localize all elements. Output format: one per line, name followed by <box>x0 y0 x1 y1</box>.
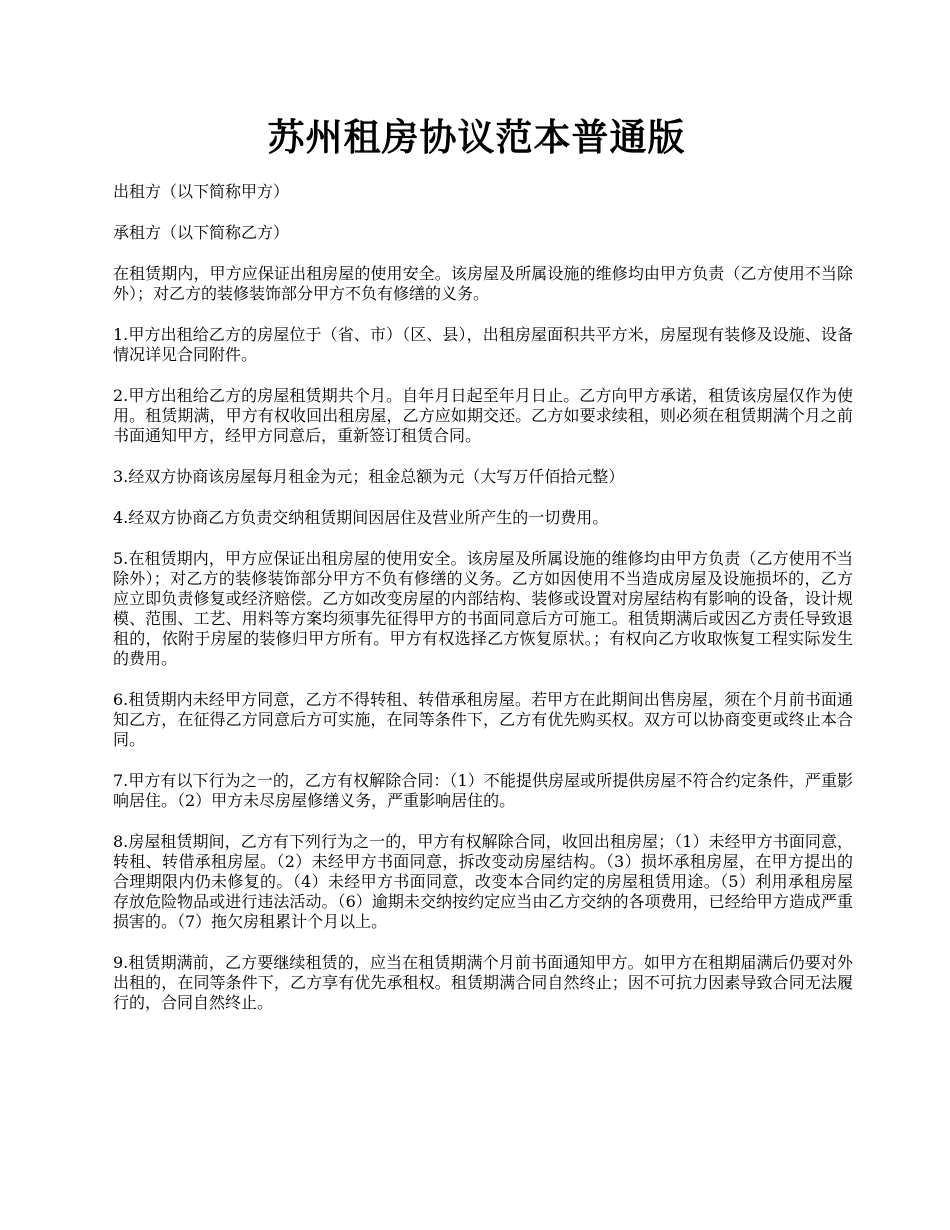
document-page <box>113 0 853 1013</box>
clause-6: 6.租赁期内未经甲方同意，乙方不得转租、转借承租房屋。若甲方在此期间出售房屋，须在个月前书面通知乙方，在征得乙方同意后方可实施，在同等条件下，乙方有优先购买权。双方可以协商变更或终止本合同。 <box>113 690 853 749</box>
clause-7: 7.甲方有以下行为之一的，乙方有权解除合同：（1）不能提供房屋或所提供房屋不符合约定条件，严重影响居住。（2）甲方未尽房屋修缮义务，严重影响居住的。 <box>113 771 853 810</box>
clause-8: 8.房屋租赁期间，乙方有下列行为之一的，甲方有权解除合同，收回出租房屋；（1）未经甲方书面同意，转租、转借承租房屋。（2）未经甲方书面同意，拆改变动房屋结构。（3）损坏承租房屋，在甲方提出的合理期限内仍未修复的。（4）未经甲方书面同意，改变本合同约定的房屋租赁用途。（5）利用承租房屋存放危险物品或进行违法活动。（6）逾期未交纳按约定应当由乙方交纳的各项费用，已经给甲方造成严重损害的。（7）拖欠房租累计个月以上。 <box>113 832 853 931</box>
paragraph-lessor: 出租方（以下简称甲方） <box>113 182 290 201</box>
paragraph-lessee: 承租方（以下简称乙方） <box>113 223 290 242</box>
clause-9: 9.租赁期满前，乙方要继续租赁的，应当在租赁期满个月前书面通知甲方。如甲方在租期届满后仍要对外出租的，在同等条件下，乙方享有优先承租权。租赁期满合同自然终止；因不可抗力因素导致合同无法履行的，合同自然终止。 <box>113 953 853 1012</box>
clause-2: 2.甲方出租给乙方的房屋租赁期共个月。自年月日起至年月日止。乙方向甲方承诺，租赁该房屋仅作为使用。租赁期满，甲方有权收回出租房屋，乙方应如期交还。乙方如要求续租，则必须在租赁期满个月之前书面通知甲方，经甲方同意后，重新签订租赁合同。 <box>113 386 853 445</box>
document-title: 苏州租房协议范本普通版 <box>267 115 686 159</box>
clause-5: 5.在租赁期内，甲方应保证出租房屋的使用安全。该房屋及所属设施的维修均由甲方负责（乙方使用不当除外）；对乙方的装修装饰部分甲方不负有修缮的义务。乙方如因使用不当造成房屋及设施损坏的，乙方应立即负责修复或经济赔偿。乙方如改变房屋的内部结构、装修或设置对房屋结构有影响的设备，设计规模、范围、工艺、用料等方案均须事先征得甲方的书面同意后方可施工。租赁期满后或因乙方责任导致退租的，依附于房屋的装修归甲方所有。甲方有权选择乙方恢复原状。；有权向乙方收取恢复工程实际发生的费用。 <box>113 549 853 668</box>
clause-1: 1.甲方出租给乙方的房屋位于（省、市）（区、县），出租房屋面积共平方米，房屋现有装修及设施、设备情况详见合同附件。 <box>113 325 853 364</box>
paragraph-intro: 在租赁期内，甲方应保证出租房屋的使用安全。该房屋及所属设施的维修均由甲方负责（乙方使用不当除外）；对乙方的装修装饰部分甲方不负有修缮的义务。 <box>113 264 853 303</box>
clause-4: 4.经双方协商乙方负责交纳租赁期间因居住及营业所产生的一切费用。 <box>113 508 609 527</box>
clause-3: 3.经双方协商该房屋每月租金为元；租金总额为元（大写万仟佰拾元整） <box>113 467 625 486</box>
